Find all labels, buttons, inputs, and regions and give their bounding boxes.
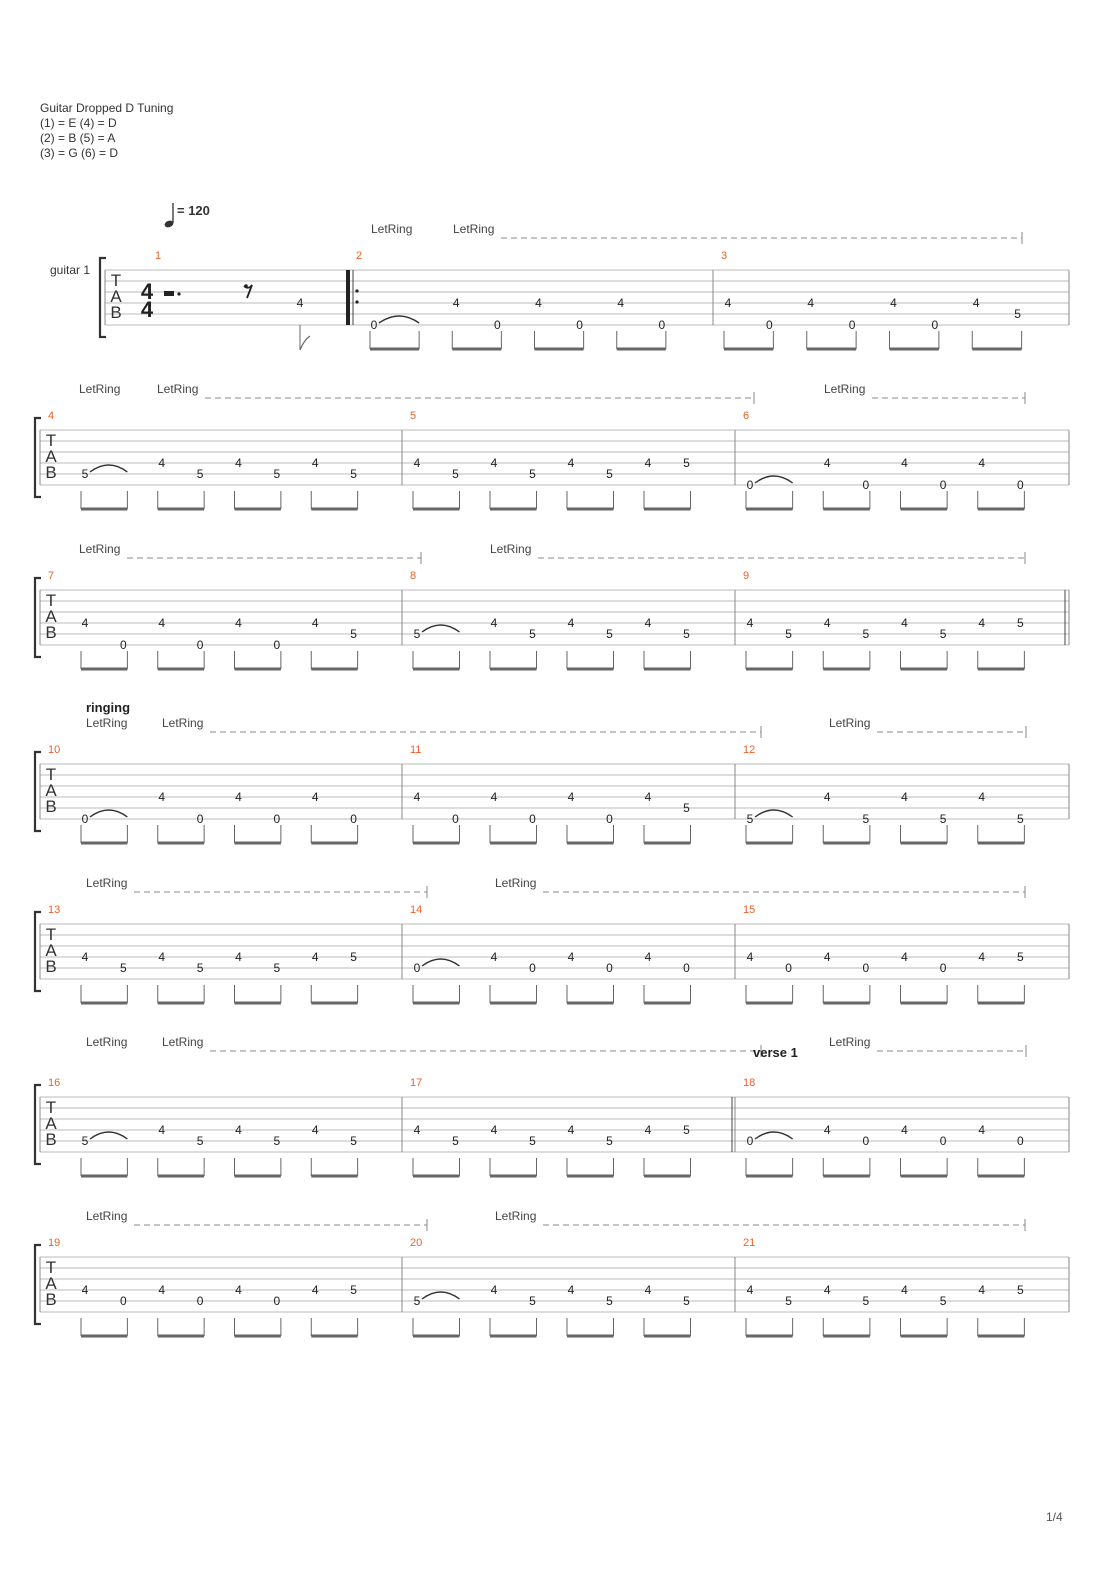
page-number: 1/4 bbox=[1046, 1510, 1063, 1524]
fret-number: 4 bbox=[535, 296, 542, 310]
fret-number: 5 bbox=[350, 467, 357, 481]
fret-number: 5 bbox=[273, 1134, 281, 1148]
fret-number: 0 bbox=[746, 478, 754, 492]
half-rest-icon bbox=[164, 291, 174, 296]
fret-number: 5 bbox=[862, 627, 870, 641]
fret-number: 0 bbox=[196, 812, 204, 826]
fret-number: 0 bbox=[452, 812, 459, 826]
fret-number: 0 bbox=[273, 638, 281, 652]
repeat-dot bbox=[355, 289, 358, 292]
tab-clef-letter: T bbox=[45, 925, 57, 944]
fret-number: 0 bbox=[529, 812, 536, 826]
fret-number: 0 bbox=[658, 318, 666, 332]
fret-number: 5 bbox=[350, 1283, 357, 1297]
fret-number: 4 bbox=[567, 790, 575, 804]
fret-number: 5 bbox=[1017, 812, 1024, 826]
fret-number: 0 bbox=[350, 812, 357, 826]
let-ring-label: LetRing bbox=[829, 716, 871, 730]
fret-number: 4 bbox=[644, 1283, 652, 1297]
measure-number: 9 bbox=[743, 570, 750, 582]
track-name: guitar 1 bbox=[50, 263, 91, 277]
fret-number: 4 bbox=[311, 616, 319, 630]
time-signature-denominator: 4 bbox=[140, 297, 154, 322]
fret-number: 5 bbox=[939, 627, 947, 641]
eighth-flag bbox=[300, 336, 310, 350]
fret-number: 5 bbox=[1017, 1283, 1024, 1297]
section-label-verse: verse 1 bbox=[753, 1045, 798, 1060]
let-ring-label: LetRing bbox=[79, 382, 121, 396]
fret-number: 4 bbox=[413, 790, 421, 804]
fret-number: 5 bbox=[746, 812, 754, 826]
tab-clef-letter: T bbox=[45, 431, 57, 450]
fret-number: 4 bbox=[235, 950, 242, 964]
fret-number: 0 bbox=[931, 318, 939, 332]
fret-number: 4 bbox=[158, 950, 166, 964]
measure-number: 18 bbox=[743, 1077, 756, 1089]
fret-number: 0 bbox=[576, 318, 583, 332]
let-ring-label: LetRing bbox=[371, 222, 413, 236]
fret-number: 4 bbox=[644, 456, 652, 470]
tuning-title: Guitar Dropped D Tuning bbox=[40, 101, 174, 115]
fret-number: 5 bbox=[273, 961, 281, 975]
fret-number: 0 bbox=[939, 961, 947, 975]
fret-number: 0 bbox=[862, 961, 870, 975]
fret-number: 5 bbox=[350, 627, 357, 641]
fret-number: 4 bbox=[311, 950, 319, 964]
fret-number: 4 bbox=[81, 950, 89, 964]
fret-number: 0 bbox=[606, 961, 613, 975]
fret-number: 4 bbox=[746, 1283, 754, 1297]
fret-number: 5 bbox=[683, 1123, 690, 1137]
measure-number: 11 bbox=[410, 744, 422, 756]
tab-clef-letter: T bbox=[45, 1098, 57, 1117]
tie-arc bbox=[379, 316, 419, 323]
tab-clef-letter: T bbox=[45, 1258, 57, 1277]
fret-number: 5 bbox=[350, 950, 357, 964]
fret-number: 0 bbox=[273, 1294, 281, 1308]
fret-number: 4 bbox=[890, 296, 897, 310]
fret-number: 5 bbox=[683, 627, 690, 641]
fret-number: 5 bbox=[1017, 616, 1024, 630]
repeat-thick-bar bbox=[346, 270, 350, 325]
fret-number: 4 bbox=[567, 1123, 575, 1137]
fret-number: 0 bbox=[413, 961, 421, 975]
fret-number: 5 bbox=[81, 1134, 89, 1148]
fret-number: 4 bbox=[158, 456, 166, 470]
measure-number: 2 bbox=[356, 250, 363, 262]
fret-number: 4 bbox=[158, 790, 166, 804]
fret-number: 4 bbox=[81, 1283, 89, 1297]
tab-clef-letter: B bbox=[45, 797, 57, 816]
tie-arc bbox=[755, 1132, 793, 1139]
let-ring-label: LetRing bbox=[453, 222, 495, 236]
measure-number: 8 bbox=[410, 570, 417, 582]
fret-number: 4 bbox=[901, 616, 908, 630]
let-ring-label: LetRing bbox=[495, 1209, 537, 1223]
tab-clef-letter: A bbox=[45, 781, 57, 800]
measure-number: 7 bbox=[48, 570, 55, 582]
fret-number: 5 bbox=[683, 801, 690, 815]
fret-number: 4 bbox=[490, 790, 498, 804]
let-ring-label: LetRing bbox=[162, 1035, 204, 1049]
fret-number: 4 bbox=[978, 1283, 986, 1297]
fret-number: 4 bbox=[978, 1123, 986, 1137]
tuning-line: (2) = B (5) = A bbox=[40, 131, 116, 145]
fret-number: 5 bbox=[452, 1134, 459, 1148]
tie-arc bbox=[755, 810, 793, 817]
fret-number: 4 bbox=[823, 456, 831, 470]
let-ring-label: LetRing bbox=[86, 876, 128, 890]
let-ring-label: LetRing bbox=[495, 876, 537, 890]
measure-number: 16 bbox=[48, 1077, 61, 1089]
fret-number: 4 bbox=[490, 616, 498, 630]
tuning-line: (3) = G (6) = D bbox=[40, 146, 119, 160]
fret-number: 5 bbox=[413, 627, 421, 641]
fret-number: 5 bbox=[606, 627, 613, 641]
fret-number: 4 bbox=[490, 1283, 498, 1297]
tie-arc bbox=[90, 1132, 127, 1139]
fret-number: 5 bbox=[452, 467, 459, 481]
fret-number: 0 bbox=[529, 961, 536, 975]
tab-clef-letter: A bbox=[45, 607, 57, 626]
fret-number: 4 bbox=[235, 616, 242, 630]
fret-number: 4 bbox=[746, 950, 754, 964]
fret-number: 0 bbox=[120, 638, 127, 652]
let-ring-label: LetRing bbox=[79, 542, 121, 556]
fret-number: 4 bbox=[823, 790, 831, 804]
tab-clef-letter: A bbox=[110, 287, 122, 306]
fret-number: 4 bbox=[81, 616, 89, 630]
fret-number: 4 bbox=[311, 1283, 319, 1297]
fret-number: 5 bbox=[785, 627, 792, 641]
fret-number: 4 bbox=[311, 1123, 319, 1137]
tab-clef-letter: B bbox=[45, 957, 57, 976]
fret-number: 4 bbox=[158, 1283, 166, 1297]
fret-number: 5 bbox=[939, 1294, 947, 1308]
fret-number: 0 bbox=[939, 478, 947, 492]
measure-number: 4 bbox=[48, 410, 55, 422]
fret-number: 0 bbox=[370, 318, 378, 332]
let-ring-label: LetRing bbox=[490, 542, 532, 556]
tab-clef-letter: A bbox=[45, 1274, 57, 1293]
fret-number: 5 bbox=[606, 467, 613, 481]
measure-number: 6 bbox=[743, 410, 750, 422]
tab-clef-letter: A bbox=[45, 941, 57, 960]
let-ring-label: LetRing bbox=[829, 1035, 871, 1049]
fret-number: 0 bbox=[862, 478, 870, 492]
measure-number: 13 bbox=[48, 904, 61, 916]
fret-number: 0 bbox=[196, 638, 204, 652]
fret-number: 5 bbox=[196, 1134, 204, 1148]
fret-number: 4 bbox=[823, 1123, 831, 1137]
tab-clef-letter: B bbox=[45, 1130, 57, 1149]
fret-number: 4 bbox=[724, 296, 732, 310]
tab-clef-letter: B bbox=[45, 1290, 57, 1309]
fret-number: 4 bbox=[413, 456, 421, 470]
fret-number: 5 bbox=[1014, 307, 1021, 321]
measure-number: 5 bbox=[410, 410, 417, 422]
fret-number: 5 bbox=[196, 467, 204, 481]
tab-clef-letter: B bbox=[110, 303, 122, 322]
tie-arc bbox=[755, 476, 793, 483]
tab-clef-letter: A bbox=[45, 1114, 57, 1133]
fret-number: 0 bbox=[746, 1134, 754, 1148]
fret-number: 5 bbox=[273, 467, 281, 481]
tab-clef-letter: A bbox=[45, 447, 57, 466]
fret-number: 0 bbox=[1017, 478, 1024, 492]
section-label-ringing: ringing bbox=[86, 700, 131, 715]
fret-number: 4 bbox=[235, 790, 242, 804]
fret-number: 5 bbox=[683, 456, 690, 470]
fret-number: 4 bbox=[567, 616, 575, 630]
tuning-line: (1) = E (4) = D bbox=[40, 116, 117, 130]
fret-number: 4 bbox=[823, 1283, 831, 1297]
fret-number: 4 bbox=[807, 296, 815, 310]
tab-clef-letter: B bbox=[45, 623, 57, 642]
let-ring-label: LetRing bbox=[824, 382, 866, 396]
tie-arc bbox=[422, 1292, 460, 1299]
measure-number: 19 bbox=[48, 1237, 61, 1249]
fret-number: 4 bbox=[823, 950, 831, 964]
measure-number: 20 bbox=[410, 1237, 423, 1249]
fret-number: 5 bbox=[529, 1294, 536, 1308]
fret-number: 4 bbox=[235, 1283, 242, 1297]
fret-number: 5 bbox=[196, 961, 204, 975]
let-ring-label: LetRing bbox=[86, 1209, 128, 1223]
fret-number: 4 bbox=[978, 790, 986, 804]
fret-number: 0 bbox=[848, 318, 856, 332]
fret-number: 4 bbox=[823, 616, 831, 630]
fret-number: 4 bbox=[901, 950, 908, 964]
fret-number: 0 bbox=[273, 812, 281, 826]
fret-number: 5 bbox=[1017, 950, 1024, 964]
measure-number: 12 bbox=[743, 744, 756, 756]
fret-number: 4 bbox=[644, 616, 652, 630]
fret-number: 0 bbox=[196, 1294, 204, 1308]
measure-number: 1 bbox=[155, 250, 162, 262]
fret-number: 4 bbox=[972, 296, 980, 310]
fret-number: 0 bbox=[606, 812, 613, 826]
fret-number: 0 bbox=[120, 1294, 127, 1308]
measure-number: 17 bbox=[410, 1077, 423, 1089]
measure-number: 10 bbox=[48, 744, 61, 756]
fret-number: 4 bbox=[644, 1123, 652, 1137]
fret-number: 4 bbox=[296, 296, 304, 310]
fret-number: 4 bbox=[311, 790, 319, 804]
fret-number: 0 bbox=[766, 318, 773, 332]
fret-number: 0 bbox=[683, 961, 690, 975]
fret-number: 5 bbox=[350, 1134, 357, 1148]
let-ring-label: LetRing bbox=[157, 382, 199, 396]
fret-number: 5 bbox=[606, 1294, 613, 1308]
fret-number: 4 bbox=[901, 790, 908, 804]
repeat-dot bbox=[355, 300, 358, 303]
fret-number: 4 bbox=[901, 1123, 908, 1137]
fret-number: 5 bbox=[862, 1294, 870, 1308]
fret-number: 4 bbox=[978, 456, 986, 470]
fret-number: 4 bbox=[567, 456, 575, 470]
measure-number: 14 bbox=[410, 904, 423, 916]
fret-number: 4 bbox=[235, 456, 242, 470]
fret-number: 5 bbox=[529, 467, 536, 481]
fret-number: 4 bbox=[978, 616, 986, 630]
tab-clef-letter: T bbox=[45, 765, 57, 784]
fret-number: 5 bbox=[939, 812, 947, 826]
tie-arc bbox=[422, 625, 460, 632]
fret-number: 0 bbox=[785, 961, 792, 975]
fret-number: 0 bbox=[494, 318, 501, 332]
fret-number: 4 bbox=[413, 1123, 421, 1137]
fret-number: 4 bbox=[901, 456, 908, 470]
fret-number: 0 bbox=[862, 1134, 870, 1148]
tie-arc bbox=[90, 810, 127, 817]
fret-number: 4 bbox=[644, 790, 652, 804]
measure-number: 15 bbox=[743, 904, 756, 916]
tempo-marking: = 120 bbox=[177, 203, 210, 218]
measure-number: 21 bbox=[743, 1237, 756, 1249]
fret-number: 4 bbox=[452, 296, 460, 310]
fret-number: 5 bbox=[529, 1134, 536, 1148]
let-ring-label: LetRing bbox=[86, 716, 128, 730]
fret-number: 4 bbox=[617, 296, 625, 310]
fret-number: 0 bbox=[1017, 1134, 1024, 1148]
fret-number: 4 bbox=[158, 616, 166, 630]
fret-number: 5 bbox=[120, 961, 127, 975]
fret-number: 4 bbox=[490, 1123, 498, 1137]
fret-number: 4 bbox=[311, 456, 319, 470]
tab-clef-letter: T bbox=[45, 591, 57, 610]
tab-clef-letter: T bbox=[110, 271, 122, 290]
measure-number: 3 bbox=[721, 250, 728, 262]
let-ring-label: LetRing bbox=[86, 1035, 128, 1049]
fret-number: 5 bbox=[606, 1134, 613, 1148]
fret-number: 4 bbox=[158, 1123, 166, 1137]
rest-dot bbox=[177, 292, 180, 295]
time-signature-numerator: 4 bbox=[140, 279, 154, 304]
fret-number: 4 bbox=[901, 1283, 908, 1297]
fret-number: 5 bbox=[683, 1294, 690, 1308]
fret-number: 0 bbox=[939, 1134, 947, 1148]
fret-number: 4 bbox=[490, 456, 498, 470]
let-ring-label: LetRing bbox=[162, 716, 204, 730]
fret-number: 5 bbox=[862, 812, 870, 826]
tab-clef-letter: B bbox=[45, 463, 57, 482]
fret-number: 4 bbox=[567, 1283, 575, 1297]
fret-number: 4 bbox=[746, 616, 754, 630]
fret-number: 5 bbox=[413, 1294, 421, 1308]
fret-number: 4 bbox=[978, 950, 986, 964]
tie-arc bbox=[422, 959, 460, 966]
fret-number: 0 bbox=[81, 812, 89, 826]
fret-number: 4 bbox=[490, 950, 498, 964]
fret-number: 4 bbox=[644, 950, 652, 964]
fret-number: 4 bbox=[235, 1123, 242, 1137]
fret-number: 5 bbox=[529, 627, 536, 641]
eighth-rest-dot bbox=[244, 284, 248, 288]
fret-number: 5 bbox=[81, 467, 89, 481]
tie-arc bbox=[90, 465, 127, 472]
fret-number: 4 bbox=[567, 950, 575, 964]
fret-number: 5 bbox=[785, 1294, 792, 1308]
